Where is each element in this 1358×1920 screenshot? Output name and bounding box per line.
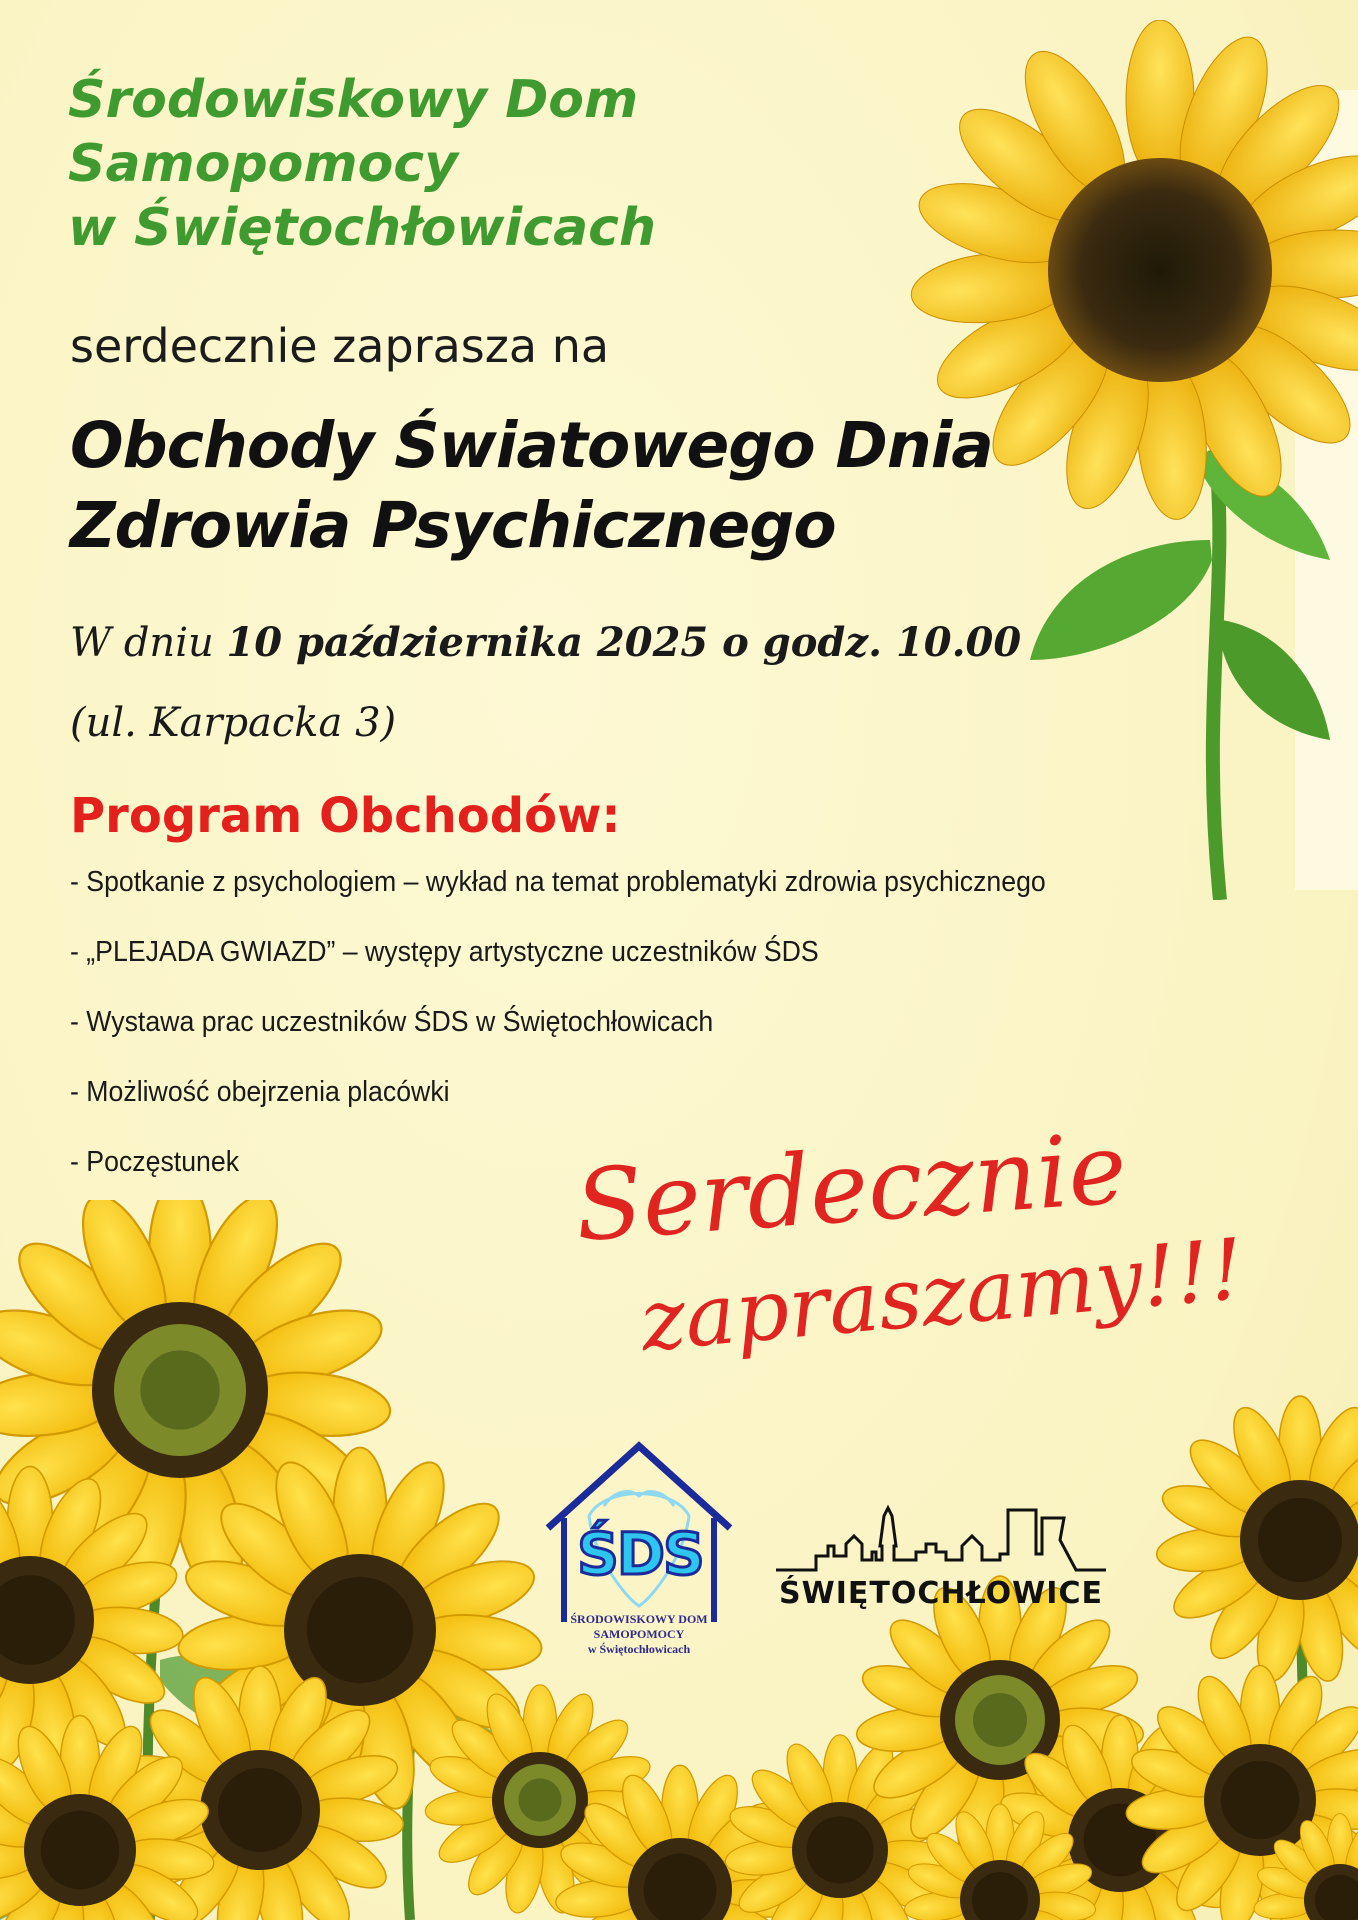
program-item: - Poczęstunek: [70, 1146, 240, 1178]
event-title-line-2: Zdrowia Psychicznego: [70, 489, 836, 562]
closing-line-1: Serdecznie: [571, 1111, 1130, 1265]
organizer-line-1: Środowiskowy Dom: [68, 70, 639, 130]
program-heading: Program Obchodów:: [70, 788, 621, 844]
city-skyline-icon: [776, 1496, 1106, 1574]
program-item: - Możliwość obejrzenia placówki: [70, 1076, 450, 1108]
program-item: - Spotkanie z psychologiem – wykład na temat problematyki zdrowia psychicznego: [70, 866, 1046, 898]
program-item: - „PLEJADA GWIAZD” – występy artystyczne uczestników ŚDS: [70, 936, 819, 968]
city-logo-name: ŚWIĘTOCHŁOWICE: [779, 1576, 1103, 1611]
organizer-line-3: w Świętochłowicach: [68, 198, 656, 258]
invitation-text: serdecznie zaprasza na: [70, 319, 610, 373]
sds-logo-caption: [534, 1612, 744, 1657]
event-title: [70, 406, 993, 566]
sds-caption-line-2: w Świętochłowicach: [587, 1642, 691, 1656]
organizer-name: [68, 68, 656, 260]
program-item: - Wystawa prac uczestników ŚDS w Świętochłowicach: [70, 1006, 714, 1038]
event-title-line-1: Obchody Światowego Dnia: [70, 409, 993, 482]
event-date-prefix: W dniu: [70, 620, 227, 666]
organizer-line-2: Samopomocy: [68, 134, 459, 194]
event-date: [70, 618, 1021, 668]
event-date-value: 10 października 2025 o godz. 10.00: [226, 619, 1022, 666]
closing-line-2: zapraszamy!!!: [636, 1219, 1248, 1371]
sds-logo-letters: ŚDS: [577, 1520, 703, 1588]
event-address: (ul. Karpacka 3): [70, 700, 397, 746]
sds-caption-line-1: ŚRODOWISKOWY DOM SAMOPOMOCY: [570, 1612, 708, 1641]
